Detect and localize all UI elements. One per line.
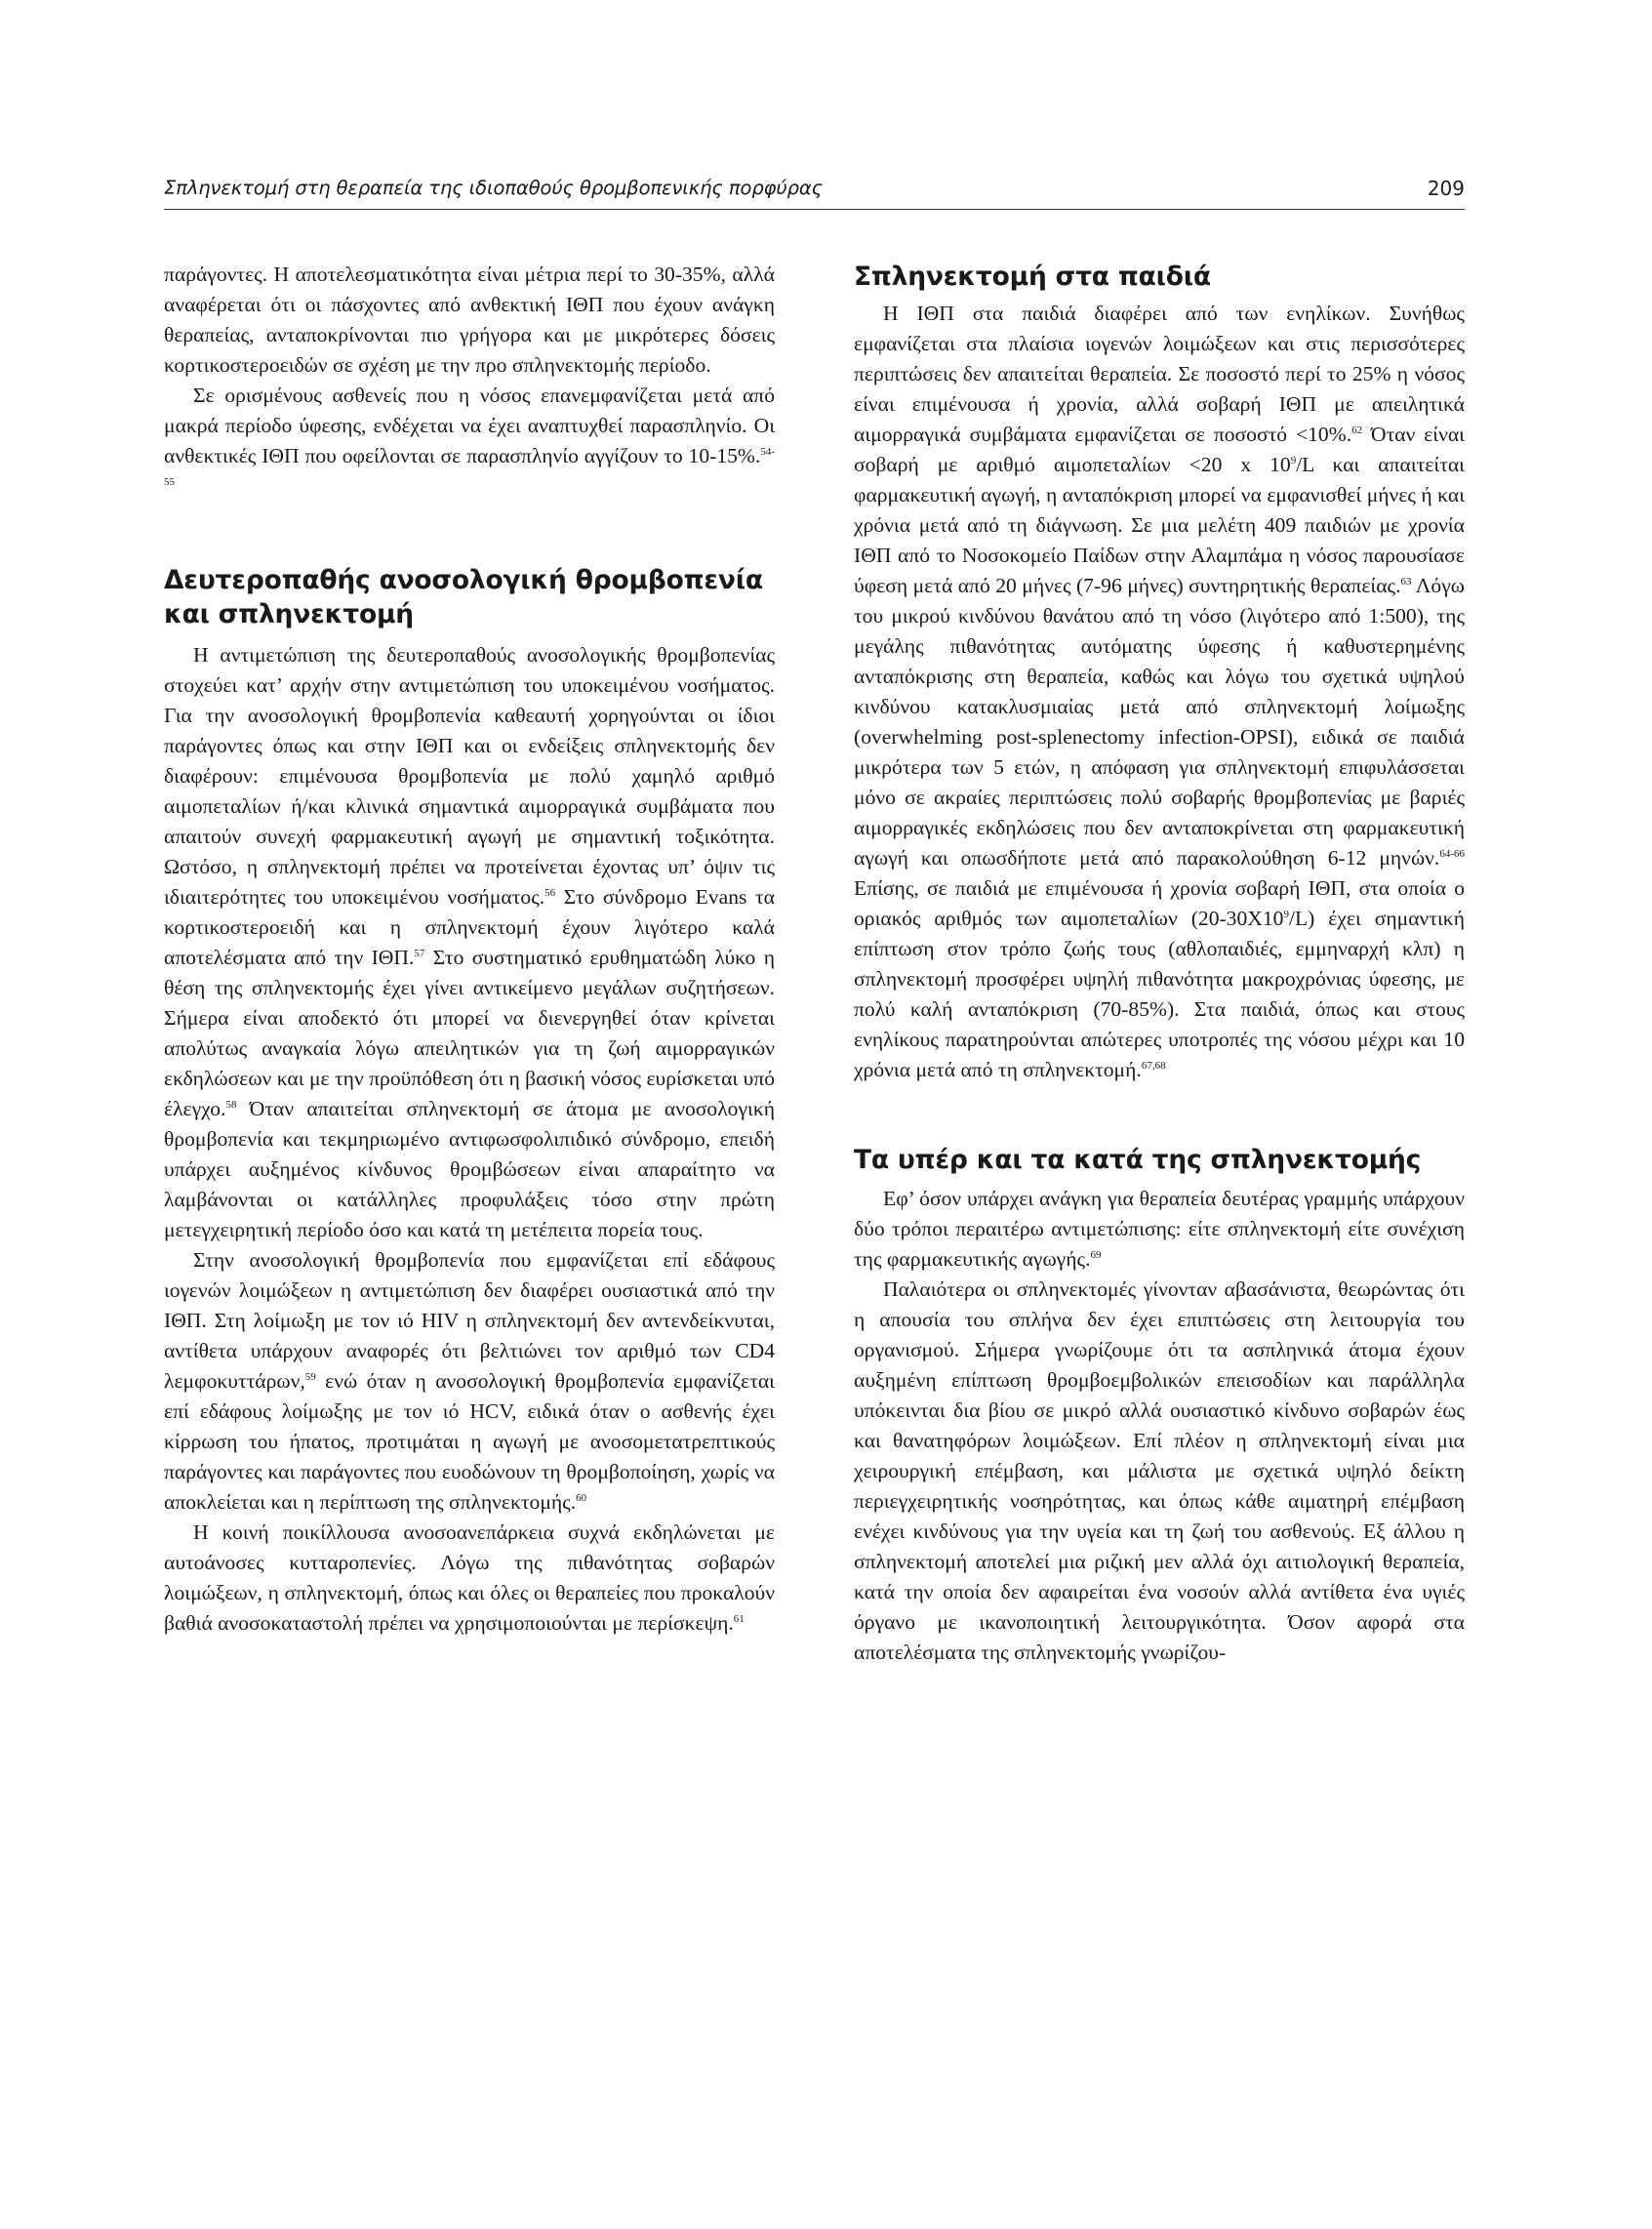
right-column [854,260,1465,1668]
running-header [164,177,1465,208]
citation: 59 [304,1371,316,1383]
citation: 56 [544,887,556,899]
citation: 58 [225,1099,237,1111]
citation: 62 [1351,425,1363,436]
citation: 61 [733,1613,745,1625]
paragraph: Η αντιμετώπιση της δευτεροπαθούς ανοσολογικής θρομβοπενίας στοχεύει κατ’ αρχήν στην αντιμετώπιση του υποκειμένου νοσήματος. Για την ανοσολογική θρομβοπενία καθεαυτή χορηγούνται οι ίδιοι παράγοντες όπως και στην ΙΘΠ και οι ενδείξεις σπληνεκτομής δεν διαφέρουν: επιμένουσα θρομβοπενία με πολύ χαμηλό αριθμό αιμοπεταλίων ή/και κλινικά σημαντικά αιμορραγικά συμβάματα που απαιτούν συνεχή φαρμακευτική αγωγή με σημαντική τοξικότητα. Ωστόσο, η σπληνεκτομή πρέπει να προτείνεται έχοντας υπ’ όψιν τις ιδιαιτερότητες του υποκειμένου νοσήματος.$^{56}$ Στο σύνδρομο Evans τα κορτικοστεροειδή και η σπληνεκτομή έχουν λιγότερο καλά αποτελέσματα από την ΙΘΠ.$^{57}$ Στο συστηματικό ερυθηματώδη λύκο η θέση της σπληνεκτομής έχει γίνει αντικείμενο μεγάλων συζητήσεων. Σήμερα είναι αποδεκτό ότι μπορεί να διενεργηθεί όταν κρίνεται απολύτως αναγκαία λόγω απειλητικών για τη ζωή αιμορραγικών εκδηλώσεων και με την προϋπόθεση ότι η βασική νόσος ευρίσκεται υπό έλεγχο.$^{58}$ Όταν απαιτείται σπληνεκτομή σε άτομα με ανοσολογική θρομβοπενία και τεκμηριωμένο αντιφωσφολιπιδικό σύνδρομο, επειδή υπάρχει αυξημένος κίνδυνος θρομβώσεων είναι απαραίτητο να λαμβάνονται οι κατάλληλες προφυλάξεις τόσο στην πρώτη μετεγχειρητική περίοδο όσο και κατά τη μετέπειτα πορεία τους. [164,643,775,1241]
paragraph: παράγοντες. Η αποτελεσματικότητα είναι μέτρια περί το 30-35%, αλλά αναφέρεται ότι οι πάσχοντες από ανθεκτική ΙΘΠ που έχουν ανάγκη θεραπείας, ανταποκρίνονται πιο γρήγορα και με μικρότερες δόσεις κορτικοστεροειδών σε σχέση με την προ σπληνεκτομής περίοδο. [164,263,775,377]
citation: 60 [576,1492,587,1504]
section-heading-pros-cons: Τα υπέρ και τα κατά της σπληνεκτομής [854,1145,1422,1175]
paragraph: Στην ανοσολογική θρομβοπενία που εμφανίζεται επί εδάφους ιογενών λοιμώξεων η αντιμετώπιση δεν διαφέρει ουσιαστικά από την ΙΘΠ. Στη λοίμωξη με τον ιό HIV η σπληνεκτομή δεν αντενδείκνυται, αντίθετα υπάρχουν αναφορές ότι βελτιώνει τον αριθμό των CD4 λεμφοκυττάρων,$^{59}$ ενώ όταν η ανοσολογική θρομβοπενία εμφανίζεται επί εδάφους λοίμωξης με τον ιό HCV, ειδικά όταν ο ασθενής έχει κίρρωση του ήπατος, προτιμάται η αγωγή με ανοσομετατρεπτικούς παράγοντες και παράγοντες που ευοδώνουν τη θρομβοποίηση, χωρίς να αποκλείεται και η περίπτωση της σπληνεκτομής.$^{60}$ [164,1248,775,1514]
section-heading-secondary-itp: Δευτεροπαθής ανοσολογική θρομβοπενία και σπληνεκτομή [164,565,763,629]
paragraph: Παλαιότερα οι σπληνεκτομές γίνονταν αβασάνιστα, θεωρώντας ότι η απουσία του σπλήνα δεν έχει επιπτώσεις στη λειτουργία του οργανισμού. Σήμερα γνωρίζουμε ότι τα ασπληνικά άτομα έχουν αυξημένη επίπτωση θρομβοεμβολικών επεισοδίων και παράλληλα υπόκεινται δια βίου σε μικρό αλλά ουσιαστικό κίνδυνο σοβαρών έως και θανατηφόρων λοιμώξεων. Επί πλέον η σπληνεκτομή είναι μια χειρουργική επέμβαση, και μάλιστα με σχετικά υψηλό δείκτη περιεγχειρητικής νοσηρότητας, και όπως κάθε αιματηρή επέμβαση ενέχει κινδύνους για την υγεία και τη ζωή του ασθενούς. Εξ άλλου η σπληνεκτομή αποτελεί μια ριζική μεν αλλά όχι αιτιολογική θεραπεία, κατά την οποία δεν αφαιρείται ένα νοσούν αλλά αντίθετα ένα υγιές όργανο με ικανοποιητική λειτουργικότητα. Όσον αφορά στα αποτελέσματα της σπληνεκτομής γνωρίζου- [854,1277,1465,1664]
section-heading-children: Σπληνεκτομή στα παιδιά [854,262,1211,292]
superscript: 9 [1290,455,1297,466]
citation: 64-66 [1439,848,1465,860]
citation: 57 [414,948,425,959]
paragraph: Σε ορισμένους ασθενείς που η νόσος επανεμφανίζεται μετά από μακρά περίοδο ύφεσης, ενδέχεται να έχει αναπτυχθεί παρασπληνίο. Οι ανθεκτικές ΙΘΠ που οφείλονται σε παρασπληνίο αγγίζουν το 10-15%.$^{54-55}$ [164,384,775,488]
page-number: 209 [1427,177,1465,200]
superscript: 9 [1283,909,1289,920]
left-column [164,260,775,1639]
paragraph: Η κοινή ποικίλλουσα ανοσοανεπάρκεια συχνά εκδηλώνεται με αυτοάνοσες κυτταροπενίες. Λόγω της πιθανότητας σοβαρών λοιμώξεων, η σπληνεκτομή, όπως και όλες οι θεραπείες που προκαλούν βαθιά ανοσοκαταστολή πρέπει να χρησιμοποιούνται με περίσκεψη.$^{61}$ [164,1520,775,1635]
paragraph: Εφ’ όσον υπάρχει ανάγκη για θεραπεία δευτέρας γραμμής υπάρχουν δύο τρόποι περαιτέρω αντιμετώπισης: είτε σπληνεκτομή είτε συνέχιση της φαρμακευτικής αγωγής.$^{69}$ [854,1187,1465,1271]
citation: 63 [1400,576,1412,588]
citation: 67,68 [1141,1060,1166,1072]
citation: 69 [1090,1249,1102,1261]
citation: 54-55 [164,446,775,488]
paragraph: Η ΙΘΠ στα παιδιά διαφέρει από των ενηλίκων. Συνήθως εμφανίζεται στα πλαίσια ιογενών λοιμώξεων και στις περισσότερες περιπτώσεις δεν απαιτείται θεραπεία. Σε ποσοστό περί το 25% η νόσος είναι επιμένουσα ή χρονία, αλλά σοβαρή ΙΘΠ με απειλητικά αιμορραγικά συμβάματα εμφανίζεται σε ποσοστό <10%.$^{62}$ Όταν είναι σοβαρή με αριθμό αιμοπεταλίων <20 x $10^9/L$ και απαιτείται φαρμακευτική αγωγή, η ανταπόκριση μπορεί να εμφανισθεί μήνες ή και χρόνια μετά από τη διάγνωση. Σε μια μελέτη 409 παιδιών με χρονία ΙΘΠ από το Νοσοκομείο Παίδων στην Αλαμπάμα η νόσος παρουσίασε ύφεση μετά από 20 μήνες (7-96 μήνες) συντηρητικής θεραπείας.$^{63}$ Λόγω του μικρού κινδύνου θανάτου από τη νόσο (λιγότερο από 1:500), της μεγάλης πιθανότητας αυτόματης ύφεσης ή καθυστερημένης ανταπόκρισης στη θεραπεία, καθώς και λόγω του σχετικά υψηλού κινδύνου κατακλυσμιαίας μετά από σπληνεκτομή λοίμωξης (overwhelming post-splenectomy infection-OPSI), ειδικά σε παιδιά μικρότερα των 5 ετών, η απόφαση για σπληνεκτομή επιφυλάσσεται μόνο σε ακραίες περιπτώσεις πολύ σοβαρής θρομβοπενίας με βαριές αιμορραγικές εκδηλώσεις που δεν ανταποκρίνεται στη φαρμακευτική αγωγή και οπωσδήποτε μετά από παρακολούθηση 6-12 μηνών.$^{64-66}$ Επίσης, σε παιδιά με επιμένουσα ή χρονία σοβαρή ΙΘΠ, στα οποία ο οριακός αριθμός των αιμοπεταλίων $(20-30X10^9/L)$ έχει σημαντική επίπτωση στον τρόπο ζωής τους (αθλοπαιδιές, εμμηναρχή κλπ) η σπληνεκτομή προσφέρει υψηλή πιθανότητα μακροχρόνιας ύφεσης, με πολύ καλή ανταπόκριση (70-85%). Στα παιδιά, όπως και στους ενηλίκους παρατηρούνται απώτερες υποτροπές της νόσου μέχρι και 10 χρόνια μετά από τη σπληνεκτομή.$^{67,68}$ [854,302,1465,1081]
running-title: Σπληνεκτομή στη θεραπεία της ιδιοπαθούς θρομβοπενικής πορφύρας [164,177,823,199]
header-divider [164,209,1465,210]
